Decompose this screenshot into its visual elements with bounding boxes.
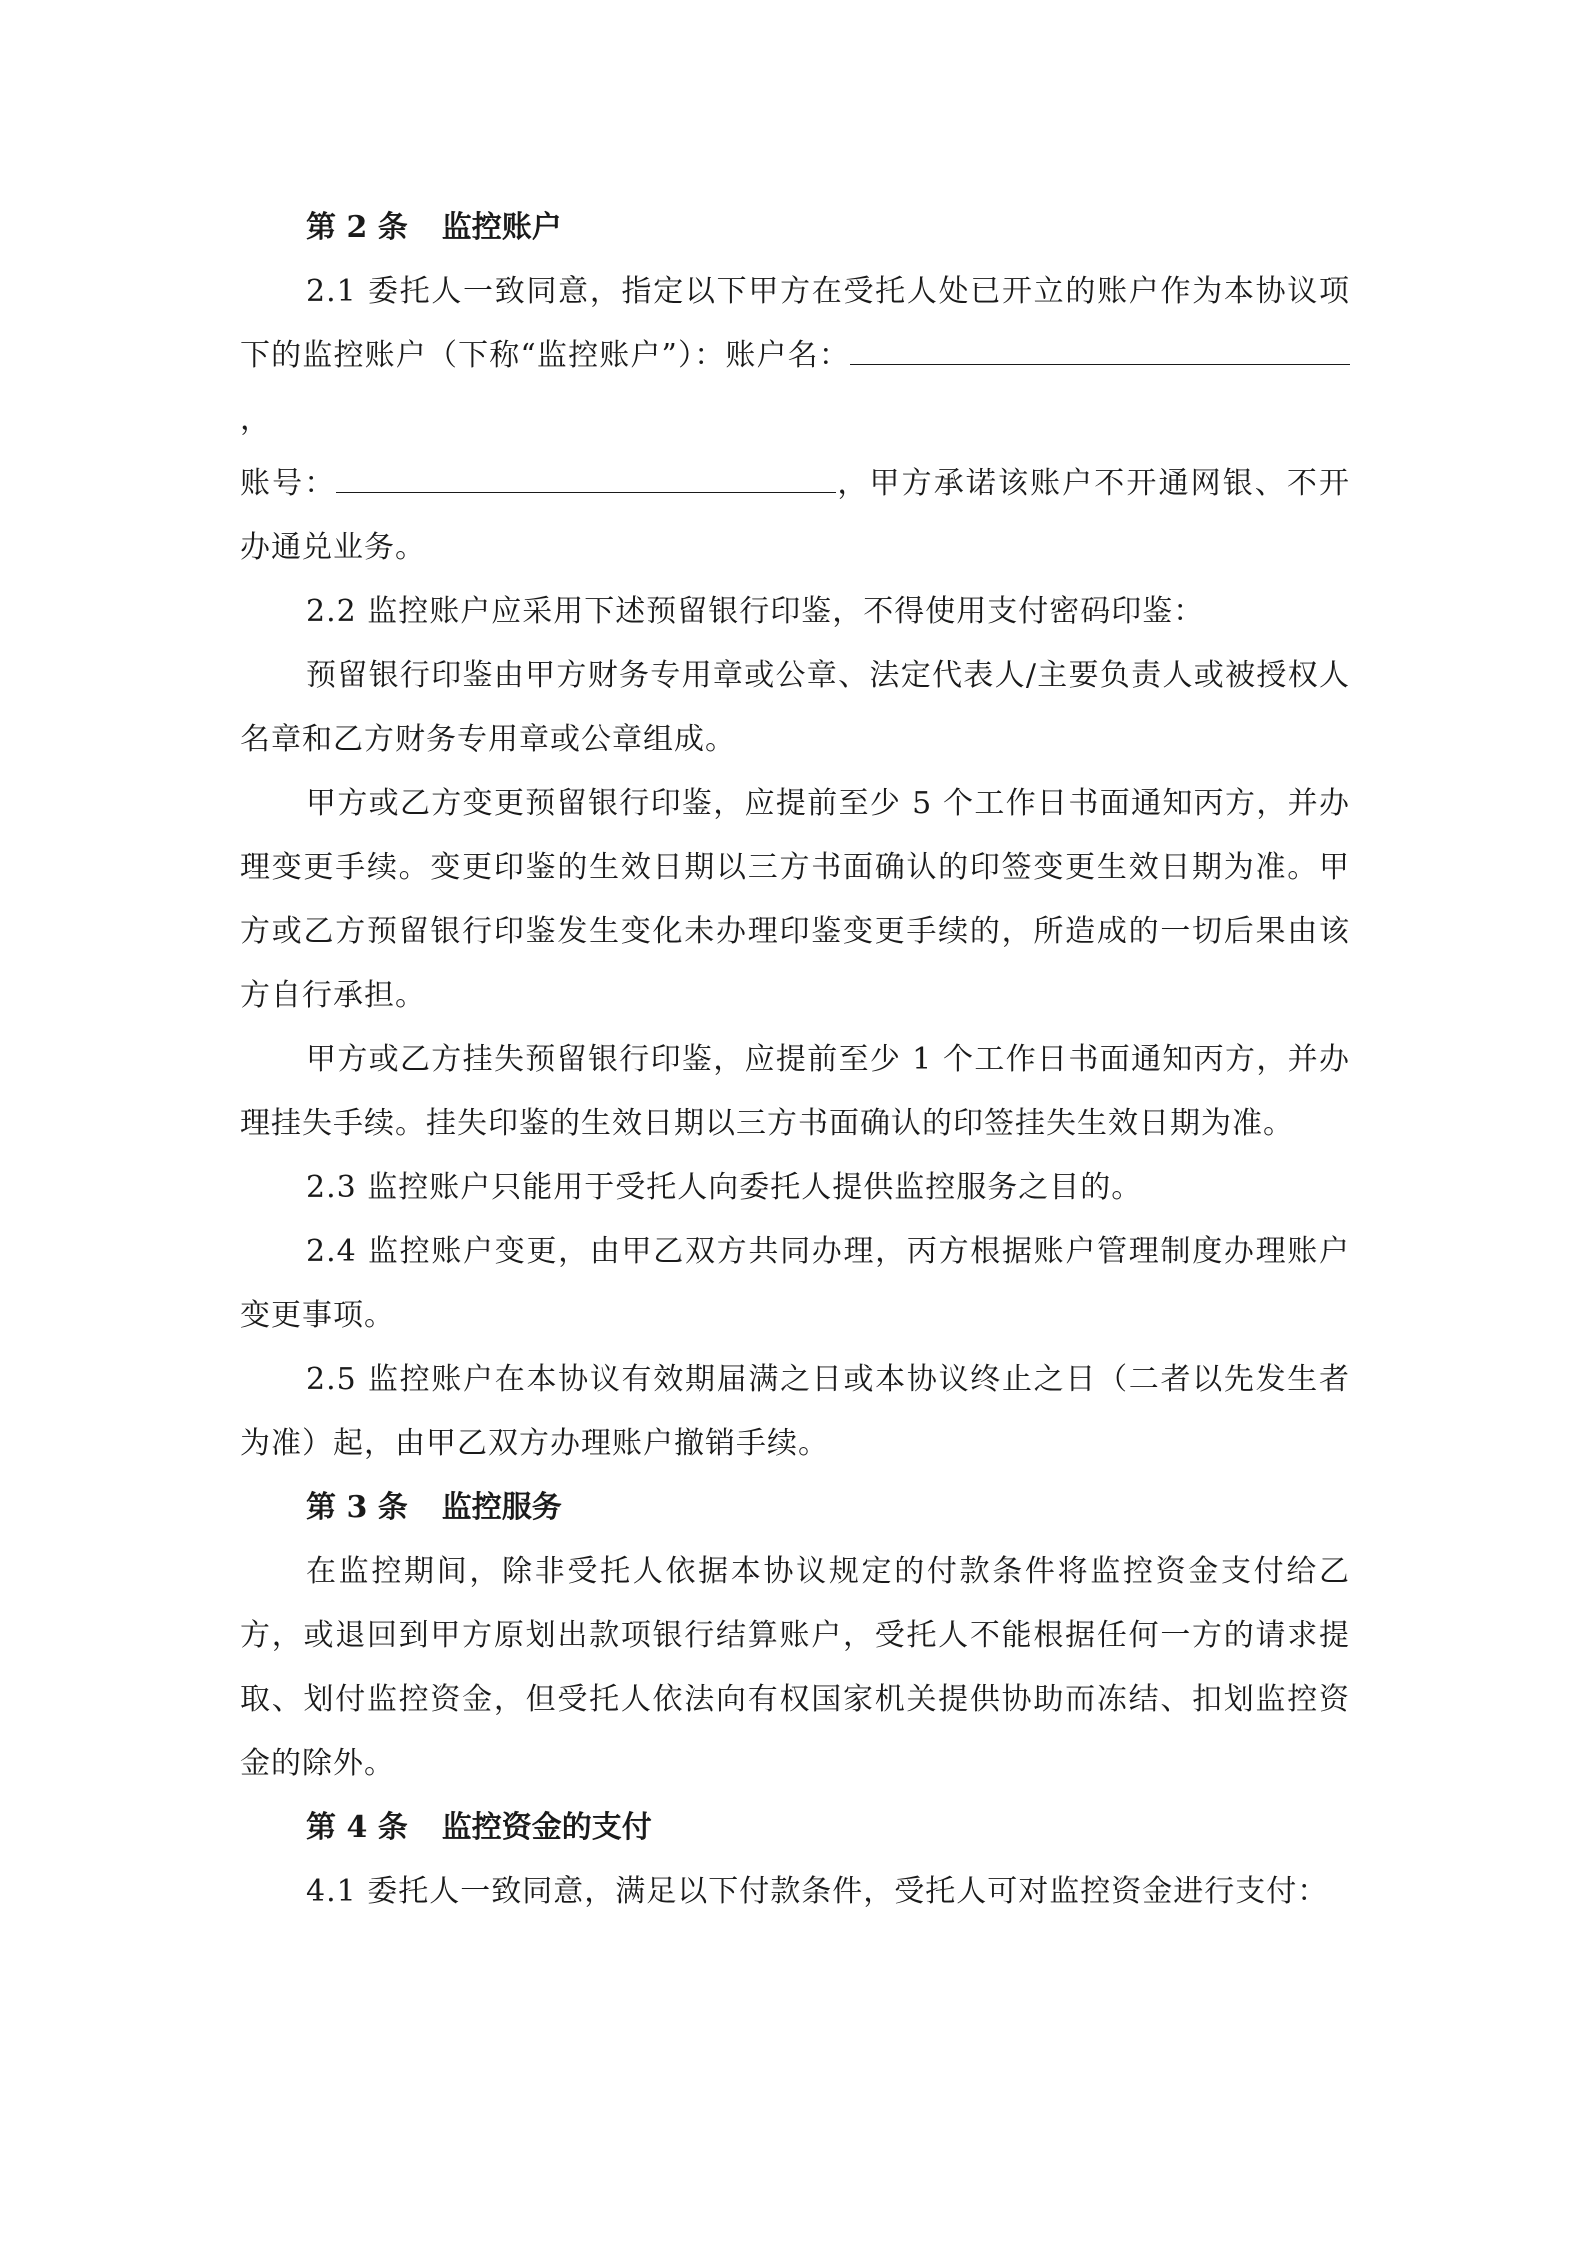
clause-2-1-text-a: 2.1 委托人一致同意，指定以下甲方在受托人处已开立的账户作为本协议项下的监控账户（下称“监控账户”）：账户名： bbox=[240, 274, 1350, 373]
section-3-number: 第 3 条 bbox=[306, 1490, 408, 1525]
account-name-blank bbox=[850, 334, 1350, 365]
section-4-number: 第 4 条 bbox=[306, 1810, 408, 1845]
clause-2-5: 2.5 监控账户在本协议有效期届满之日或本协议终止之日（二者以先发生者为准）起，由甲乙双方办理账户撤销手续。 bbox=[240, 1362, 1350, 1461]
section-3-heading bbox=[240, 1476, 1350, 1540]
section-3-paragraph: 在监控期间，除非受托人依据本协议规定的付款条件将监控资金支付给乙方，或退回到甲方原划出款项银行结算账户，受托人不能根据任何一方的请求提取、划付监控资金，但受托人依法向有权国家机关提供协助而冻结、扣划监控资金的除外。 bbox=[240, 1554, 1350, 1781]
clause-2-4: 2.4 监控账户变更，由甲乙双方共同办理，丙方根据账户管理制度办理账户变更事项。 bbox=[240, 1234, 1350, 1333]
section-3-title: 监控服务 bbox=[441, 1490, 562, 1525]
clause-2-3: 2.3 监控账户只能用于受托人向委托人提供监控服务之目的。 bbox=[306, 1170, 1143, 1205]
clause-2-2: 2.2 监控账户应采用下述预留银行印鉴，不得使用支付密码印鉴： bbox=[306, 594, 1205, 629]
clause-4-1: 4.1 委托人一致同意，满足以下付款条件，受托人可对监控资金进行支付： bbox=[306, 1874, 1329, 1909]
section-2-number: 第 2 条 bbox=[306, 210, 408, 245]
clause-2-1-text-b: ， bbox=[240, 402, 271, 437]
clause-2-2-seal-loss: 甲方或乙方挂失预留银行印鉴，应提前至少 1 个工作日书面通知丙方，并办理挂失手续。挂失印鉴的生效日期以三方书面确认的印签挂失生效日期为准。 bbox=[240, 1042, 1350, 1141]
clause-2-2-seal-change: 甲方或乙方变更预留银行印鉴，应提前至少 5 个工作日书面通知丙方，并办理变更手续。变更印鉴的生效日期以三方书面确认的印签变更生效日期为准。甲方或乙方预留银行印鉴发生变化未办理印鉴变更手续的，所造成的一切后果由该方自行承担。 bbox=[240, 786, 1350, 1013]
section-4-title: 监控资金的支付 bbox=[441, 1810, 652, 1845]
section-4-heading bbox=[240, 1796, 1350, 1860]
section-2-heading bbox=[240, 196, 1350, 260]
clause-2-1-text-c: 账号： bbox=[240, 466, 337, 501]
account-number-blank bbox=[336, 462, 836, 493]
clause-2-2-seal-composition: 预留银行印鉴由甲方财务专用章或公章、法定代表人/主要负责人或被授权人名章和乙方财务专用章或公章组成。 bbox=[240, 658, 1350, 757]
section-2-title: 监控账户 bbox=[441, 210, 562, 245]
document-body bbox=[240, 196, 1350, 1924]
clause-2-1-text-d: ，甲方承诺该账户不开通网银、不开办通兑业务。 bbox=[240, 466, 1351, 565]
clause-2-1 bbox=[240, 260, 1350, 580]
